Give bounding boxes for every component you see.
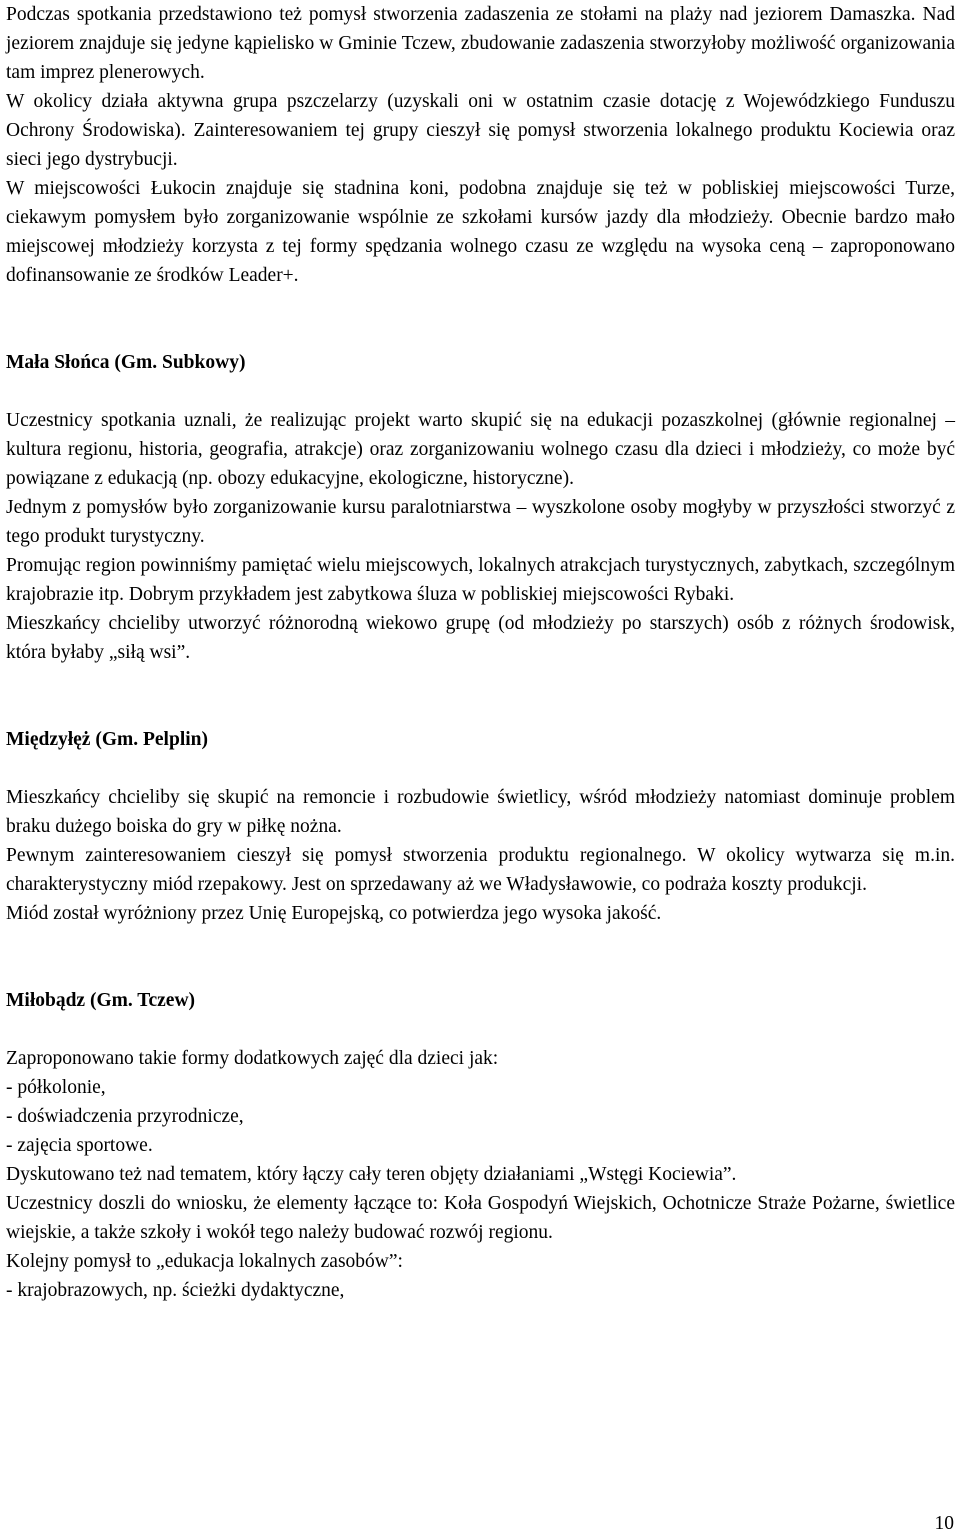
mala-slonca-paragraph-3: Promując region powinniśmy pamiętać wielu miejscowych, lokalnych atrakcjach turystycznych, zabytkach, szczególnym krajobrazie itp. Dobrym przykładem jest zabytkowa śluza w pobliskiej miejscowości Rybaki. bbox=[6, 555, 955, 605]
miedzylez-paragraph-2: Pewnym zainteresowaniem cieszył się pomysł stworzenia produktu regionalnego. W okolicy wytwarza się m.in. charakterystyczny miód rzepakowy. Jest on sprzedawany aż we Władysławowie, co podraża koszty produkcji. bbox=[6, 845, 955, 895]
spacer bbox=[6, 1015, 955, 1044]
mala-slonca-paragraph-1: Uczestnicy spotkania uznali, że realizując projekt warto skupić się na edukacji pozaszkolnej (głównie regionalnej – kultura regionu, historia, geografia, atrakcje) oraz zorganizowaniu wolnego czasu dla dzieci i młodzieży, co może być powiązane z edukacją (np. obozy edukacyjne, ekologiczne, historyczne). bbox=[6, 410, 955, 489]
list-item: - doświadczenia przyrodnicze, bbox=[6, 1106, 244, 1127]
intro-paragraph-3: W miejscowości Łukocin znajduje się stadnina koni, podobna znajduje się też w pobliskiej miejscowości Turze, ciekawym pomysłem było zorganizowanie wspólnie ze szkołami kursów jazdy dla młodzieży. Obecnie bardzo mało miejscowej młodzieży korzysta z tej formy spędzania wolnego czasu ze względu na wysoka ceną – zaproponowano dofinansowanie ze środków Leader+. bbox=[6, 178, 955, 286]
page-number: 10 bbox=[934, 1513, 954, 1534]
section-heading-mala-slonca: Mała Słońca (Gm. Subkowy) bbox=[6, 352, 246, 373]
mala-slonca-paragraph-4: Mieszkańcy chcieliby utworzyć różnorodną wiekowo grupę (od młodzieży po starszych) osób z różnych środowisk, która byłaby „siłą wsi”. bbox=[6, 613, 955, 663]
milobadz-paragraph-1: Dyskutowano też nad tematem, który łączy cały teren objęty działaniami „Wstęgi Kociewia”. bbox=[6, 1164, 737, 1185]
section-heading-miedzylez: Międzyłęż (Gm. Pelplin) bbox=[6, 729, 208, 750]
section-heading-milobadz: Miłobądz (Gm. Tczew) bbox=[6, 990, 196, 1011]
list-item: - krajobrazowych, np. ścieżki dydaktyczne, bbox=[6, 1280, 345, 1301]
spacer bbox=[6, 377, 955, 406]
spacer bbox=[6, 667, 955, 725]
spacer bbox=[6, 754, 955, 783]
document-page bbox=[6, 0, 955, 1305]
miedzylez-paragraph-3: Miód został wyróżniony przez Unię Europejską, co potwierdza jego wysoka jakość. bbox=[6, 903, 662, 924]
mala-slonca-paragraph-2: Jednym z pomysłów było zorganizowanie kursu paralotniarstwa – wyszkolone osoby mogłyby w przyszłości stworzyć z tego produkt turystyczny. bbox=[6, 497, 955, 547]
milobadz-intro: Zaproponowano takie formy dodatkowych zajęć dla dzieci jak: bbox=[6, 1048, 499, 1069]
miedzylez-paragraph-1: Mieszkańcy chcieliby się skupić na remoncie i rozbudowie świetlicy, wśród młodzieży natomiast dominuje problem braku dużego boiska do gry w piłkę nożna. bbox=[6, 787, 955, 837]
intro-paragraph-1: Podczas spotkania przedstawiono też pomysł stworzenia zadaszenia ze stołami na plaży nad jeziorem Damaszka. Nad jeziorem znajduje się jedyne kąpielisko w Gminie Tczew, zbudowanie zadaszenia stworzyłoby możliwość organizowania tam imprez plenerowych. bbox=[6, 4, 955, 83]
intro-paragraph-2: W okolicy działa aktywna grupa pszczelarzy (uzyskali oni w ostatnim czasie dotację z Wojewódzkiego Funduszu Ochrony Środowiska). Zainteresowaniem tej grupy cieszył się pomysł stworzenia lokalnego produktu Kociewia oraz sieci jego dystrybucji. bbox=[6, 91, 955, 170]
list-item: - zajęcia sportowe. bbox=[6, 1135, 153, 1156]
spacer bbox=[6, 928, 955, 986]
milobadz-paragraph-3: Kolejny pomysł to „edukacja lokalnych zasobów”: bbox=[6, 1251, 403, 1272]
milobadz-paragraph-2: Uczestnicy doszli do wniosku, że elementy łączące to: Koła Gospodyń Wiejskich, Ochotnicze Straże Pożarne, świetlice wiejskie, a także szkoły i wokół tego należy budować rozwój regionu. bbox=[6, 1193, 955, 1243]
spacer bbox=[6, 290, 955, 348]
list-item: - półkolonie, bbox=[6, 1077, 106, 1098]
